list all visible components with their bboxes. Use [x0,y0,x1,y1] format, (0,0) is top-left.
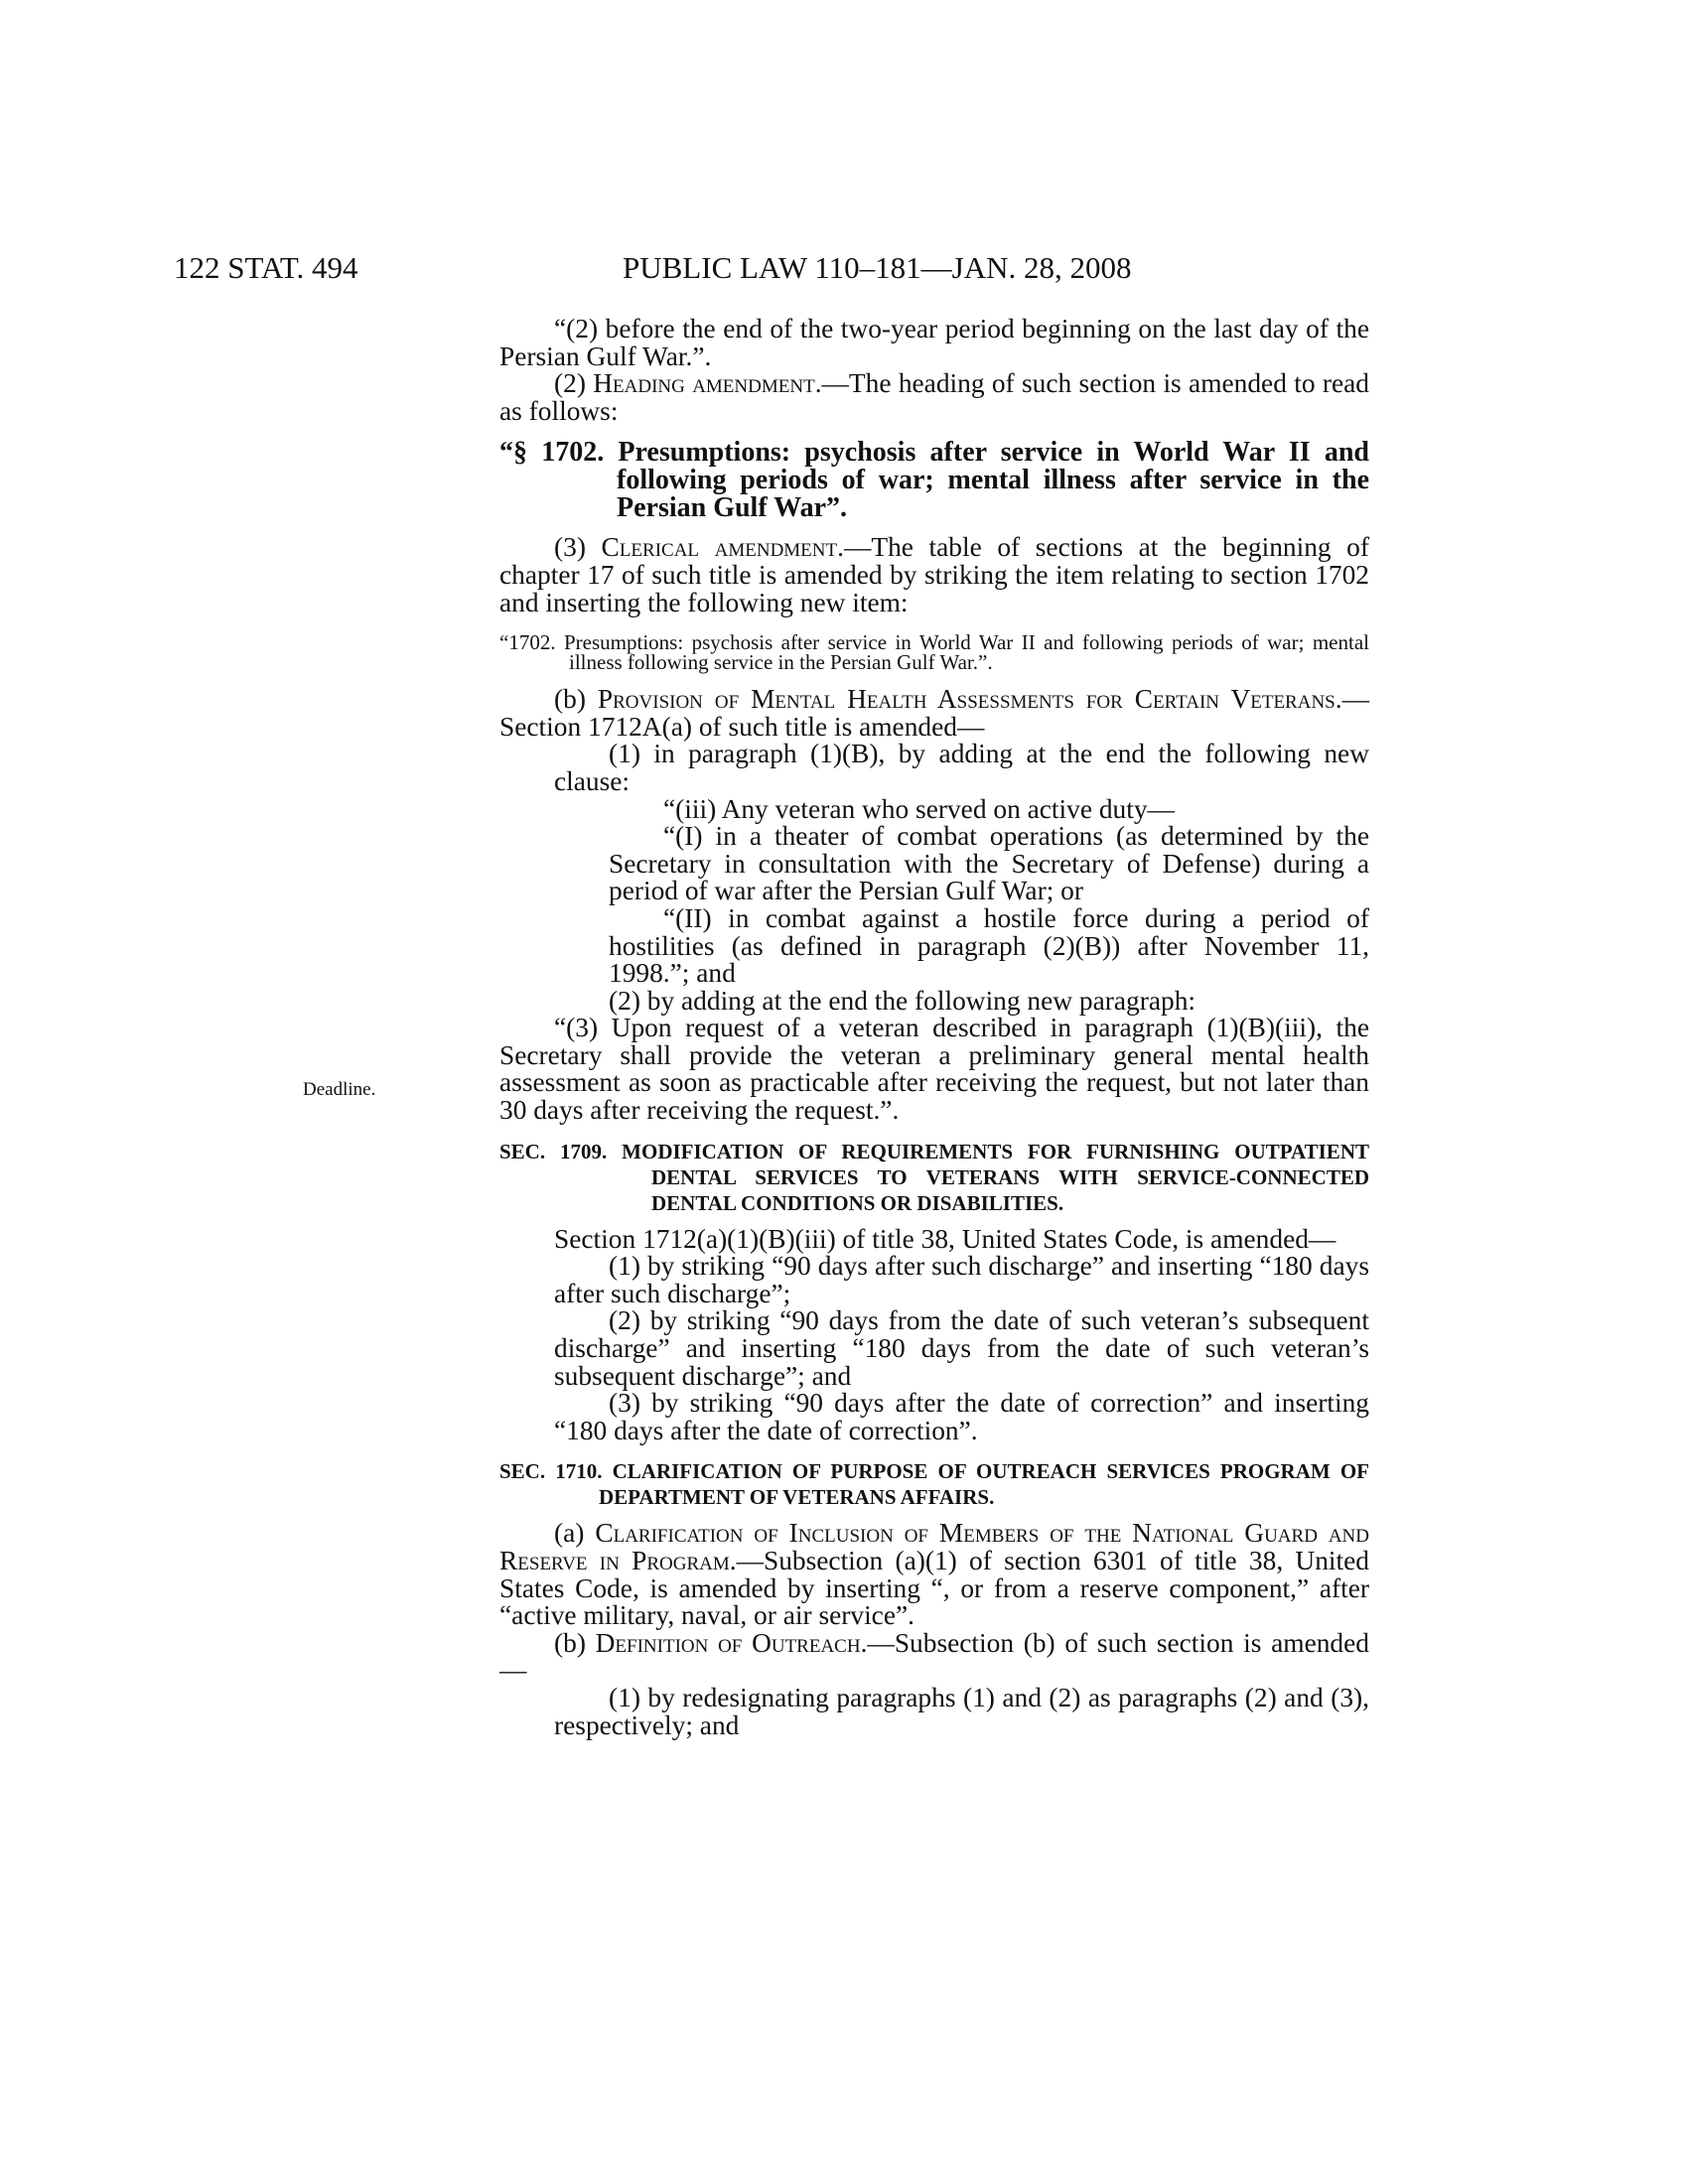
paragraph: (2) by striking “90 days from the date of such veteran’s subsequent discharge” and inserting “180 days from the date of such veteran’s subsequent discharge”; and [554,1305,1369,1391]
paragraph: “(2) before the end of the two-year period beginning on the last day of the Persian Gulf War.”. [499,314,1369,371]
paragraph: (3) by striking “90 days after the date of correction” and inserting “180 days after the date of correction”. [554,1388,1369,1445]
subclause: “(II) in combat against a hostile force during a period of hostilities (as defined in paragraph (2)(B)) after November 11, 1998.”; and [609,902,1369,989]
subsection-a: (a) Clarification of Inclusion of Members of the National Guard and Reserve in Program.—Subsection (a)(1) of section 6301 of title 38, United States Code, is amended by inserting “, or from a reserve component,” after “active military, naval, or air service”. [499,1518,1370,1631]
section-1709-heading: SEC. 1709. MODIFICATION OF REQUIREMENTS FOR FURNISHING OUTPATIENT DENTAL SERVICES TO VETERANS WITH SERVICE-CONNECTED DENTAL CONDITIONS OR DISABILITIES. [499,1139,1369,1215]
clause: “(iii) Any veteran who served on active duty— [663,793,1175,824]
subsection-b: (b) Provision of Mental Health Assessments for Certain Veterans.—Section 1712A(a) of such title is amended— [499,684,1369,742]
body-text [499,316,1369,1739]
paragraph: (2) by adding at the end the following new paragraph: [609,985,1196,1016]
paragraph: Section 1712(a)(1)(B)(iii) of title 38, United States Code, is amended— [554,1223,1336,1254]
margin-note-deadline: Deadline. [303,1079,376,1100]
paragraph-heading-amendment: (2) Heading amendment.—The heading of such section is amended to read as follows: [499,368,1369,426]
paragraph: (1) by striking “90 days after such discharge” and inserting “180 days after such discharge”; [554,1251,1369,1308]
public-law-citation: PUBLIC LAW 110–181—JAN. 28, 2008 [623,250,1132,285]
section-1710-heading: SEC. 1710. CLARIFICATION OF PURPOSE OF OUTREACH SERVICES PROGRAM OF DEPARTMENT OF VETERANS AFFAIRS. [499,1459,1369,1510]
subsection-b: (b) Definition of Outreach.—Subsection (b) of such section is amended— [499,1627,1369,1686]
statute-citation: 122 STAT. 494 [174,250,358,285]
paragraph: (1) in paragraph (1)(B), by adding at the end the following new clause: [554,739,1369,796]
subclause: “(I) in a theater of combat operations (as determined by the Secretary in consultation with the Secretary of Defense) during a period of war after the Persian Gulf War; or [609,821,1369,906]
section-1702-heading: “§ 1702. Presumptions: psychosis after service in World War II and following periods of war; mental illness after service in the Persian Gulf War”. [499,437,1369,524]
page-header [0,250,1688,290]
paragraph-deadline: “(3) Upon request of a veteran described in paragraph (1)(B)(iii), the Secretary shall provide the veteran a preliminary general mental health assessment as soon as practicable after receiving the request, but not later than 30 days after receiving the request.”. [499,1013,1369,1126]
paragraph: (1) by redesignating paragraphs (1) and (2) as paragraphs (2) and (3), respectively; and [554,1682,1369,1740]
table-of-sections-item: “1702. Presumptions: psychosis after service in World War II and following periods of war; mental illness following service in the Persian Gulf War.”. [499,630,1369,675]
paragraph-clerical-amendment: (3) Clerical amendment.—The table of sections at the beginning of chapter 17 of such title is amended by striking the item relating to section 1702 and inserting the following new item: [499,532,1369,617]
